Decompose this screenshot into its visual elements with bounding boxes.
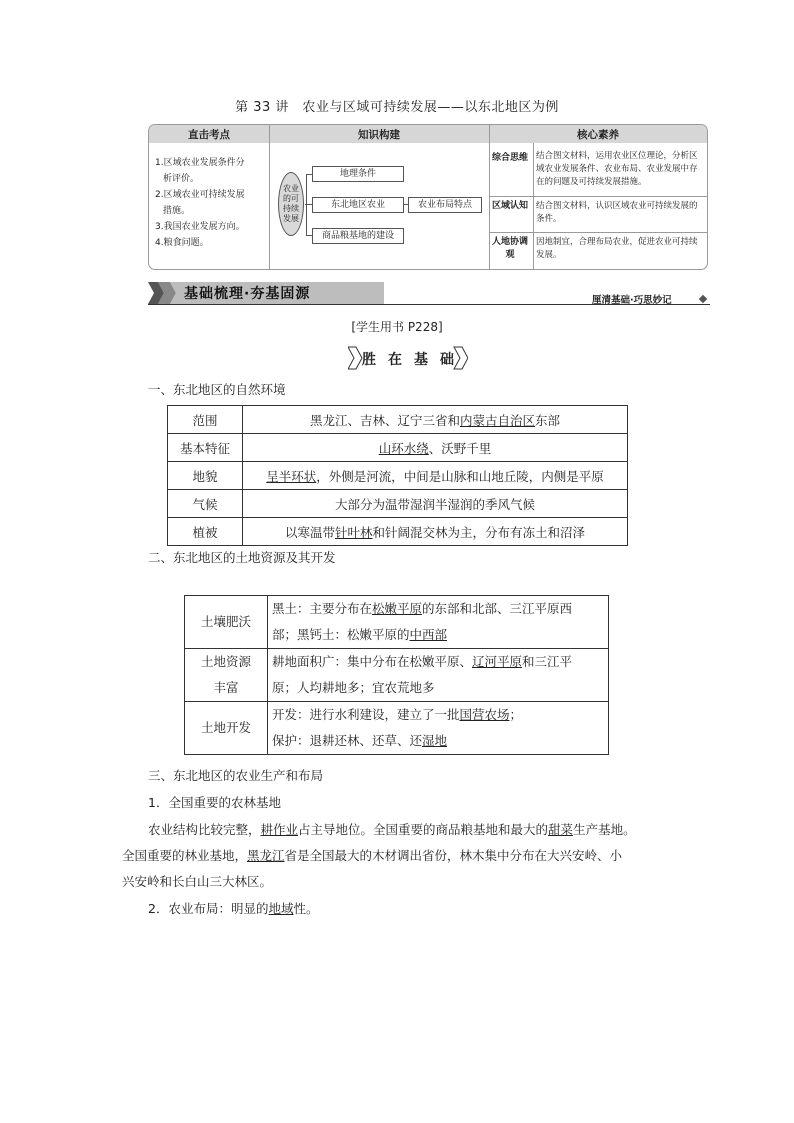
cell-text: 原；人均耕地多；宜农荒地多 [272, 680, 435, 695]
para-text: 农业结构比较完整， [148, 822, 261, 837]
point-line: 4.粮食问题。 [155, 238, 209, 248]
ji-char: 基 [414, 352, 428, 368]
para-text: 生产基地。 [573, 822, 636, 837]
cell-underline: 湿地 [422, 733, 448, 748]
header-core: 核心素养 [577, 129, 619, 141]
sub-heading-2 [148, 899, 319, 917]
cell-underline: 呈半环状 [266, 468, 317, 484]
cell-text: 部；黑钙土：松嫩平原的 [272, 627, 410, 642]
table-row [185, 596, 609, 649]
para-underline: 地域 [268, 901, 294, 916]
banner-title: 基础梳理·夯基固源 [184, 286, 311, 302]
row-key: 气候 [168, 490, 243, 518]
cell-underline: 辽河平原 [472, 654, 523, 669]
row-key: 丰富 [213, 680, 239, 695]
core-text-2: 结合图文材料，认识区域农业可持续发展的条件。 [536, 201, 698, 224]
cell-underline: 松嫩平原 [372, 601, 423, 616]
section1-heading: 一、东北地区的自然环境 [148, 382, 286, 397]
para-underline: 耕作业 [260, 822, 299, 837]
row-key: 基本特征 [168, 434, 243, 462]
cell-text: ，外侧是河流，中间是山脉和山地丘陵，内侧是平原 [316, 468, 604, 484]
cell-underline: 针叶林 [334, 524, 373, 540]
point-line: 3.我国农业发展方向。 [155, 222, 245, 232]
para-text: 占主导地位。全国重要的商品粮基地和最大的 [298, 822, 549, 837]
cell-text: 黑龙江、吉林、辽宁三省和 [309, 412, 460, 428]
natural-env-table [167, 405, 628, 546]
cell-underline: 山环水绕 [378, 440, 429, 456]
center-oval: 农业的可持续发展 [278, 172, 304, 236]
row-key: 地貌 [168, 462, 243, 490]
cell-text: 大部分为温带湿润半湿润的季风气候 [334, 496, 535, 512]
header-knowledge: 知识构建 [358, 129, 400, 141]
section2-heading: 二、东北地区的土地资源及其开发 [148, 550, 336, 565]
diamond-icon [699, 295, 707, 303]
cell-text: 和针阔混交林为主，分布有冻土和沼泽 [372, 524, 586, 540]
cell-underline: 内蒙古自治区 [459, 412, 535, 428]
cell-text: 保护：退耕还林、还草、还 [272, 733, 423, 748]
para-underline: 甜菜 [548, 822, 574, 837]
core-label-1: 综合思维 [491, 153, 528, 163]
table-row [168, 406, 628, 434]
header-points: 直击考点 [188, 129, 230, 141]
para-text: 性。 [293, 901, 319, 916]
chu-char: 础 [440, 352, 454, 368]
cell-text: 东部 [535, 412, 561, 428]
table-row [185, 649, 609, 702]
core-label-2: 区域认知 [491, 201, 528, 211]
table-row [168, 518, 628, 546]
core-text-3: 因地制宜，合理布局农业，促进农业可持续发展。 [536, 237, 698, 260]
point-line: 1.区域农业发展条件分 [155, 158, 245, 168]
cell-text: 的东部和北部、三江平原西 [422, 601, 573, 616]
table-row [168, 434, 628, 462]
cell-underline: 中西部 [409, 627, 448, 642]
land-resource-table [184, 595, 609, 755]
cell-text: 耕地面积广：集中分布在松嫩平原、 [272, 654, 473, 669]
cell-underline: 国营农场 [459, 707, 510, 722]
cell-text: ； [509, 707, 523, 722]
cell-text: 开发：进行水利建设，建立了一批 [272, 707, 460, 722]
core-text-1: 结合图文材料，运用农业区位理论，分析区域农业发展条件、农业布局、农业发展中存在的问题及可持续发展措施。 [536, 151, 698, 187]
section3-heading: 三、东北地区的农业生产和布局 [148, 768, 324, 783]
row-key: 土地开发 [185, 702, 268, 755]
row-key: 植被 [168, 518, 243, 546]
para-text: 2．农业布局：明显的 [148, 901, 269, 916]
cell-text: 黑土：主要分布在 [272, 601, 373, 616]
page-title: 第 33 讲 农业与区域可持续发展——以东北地区为例 [235, 100, 559, 115]
textbook-reference: [学生用书 P228] [351, 320, 443, 334]
table-row [185, 702, 609, 755]
node-grain-base: 商品粮基地的建设 [312, 228, 404, 244]
para-text: 全国重要的林业基地， [122, 848, 248, 863]
core-label-3: 人地协调观 [491, 237, 528, 260]
paragraph [148, 817, 688, 843]
sub-heading-1: 1．全国重要的农林基地 [148, 795, 281, 810]
para-text: 省是全国最大的木材调出省份，林木集中分布在大兴安岭、小 [284, 848, 623, 863]
table-row [168, 490, 628, 518]
point-line: 2.区域农业可持续发展 [155, 190, 245, 200]
cell-text: 和三江平 [522, 654, 573, 669]
cell-text: 、沃野千里 [428, 440, 492, 456]
row-key: 土壤肥沃 [185, 596, 268, 649]
node-geo-conditions: 地理条件 [312, 166, 404, 182]
paragraph [122, 843, 692, 869]
exam-points-list [155, 155, 267, 251]
point-line: 措施。 [163, 206, 191, 216]
overview-header [149, 125, 707, 143]
banner-right-text: 厘清基础·巧思妙记 [592, 295, 672, 306]
node-layout: 农业布局特点 [408, 197, 482, 213]
paragraph: 兴安岭和长白山三大林区。 [122, 874, 273, 889]
point-line: 析评价。 [163, 174, 200, 184]
sheng-char: 胜 [362, 352, 376, 368]
row-key: 土地资源 [200, 654, 251, 669]
row-key: 范围 [168, 406, 243, 434]
node-ne-agriculture: 东北地区农业 [312, 197, 404, 213]
zai-char: 在 [388, 352, 402, 368]
cell-text: 以寒温带 [284, 524, 335, 540]
para-underline: 黑龙江 [247, 848, 285, 863]
table-row [168, 462, 628, 490]
